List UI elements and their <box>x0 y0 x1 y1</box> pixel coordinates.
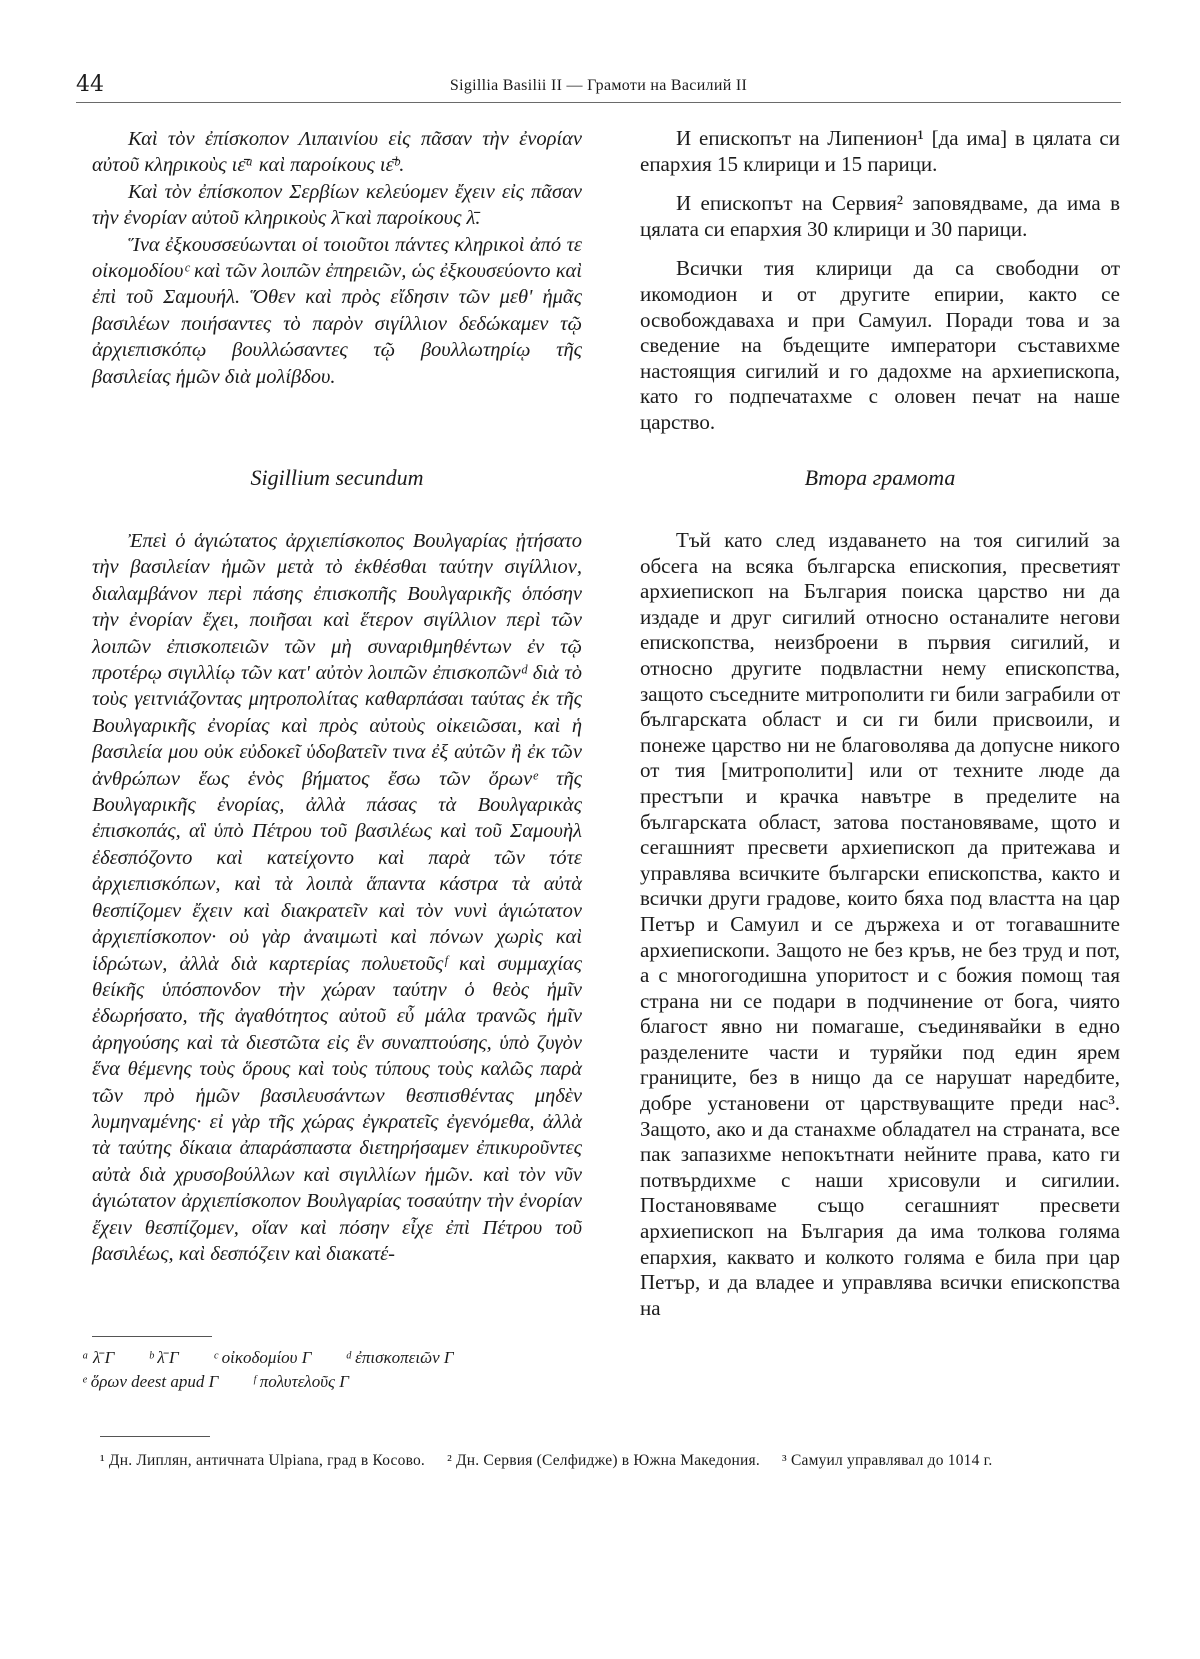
apparatus-note: ᶜ οἰκοδομίου Γ <box>212 1348 312 1367</box>
greek-paragraph: Καὶ τὸν ἐπίσκοπον Λιπαινίου εἰς πᾶσαν τὴν ἐνορίαν αὐτοῦ κληρικοὺς ιε̄ᵃ καὶ παροίκους ιε̄ᵇ. <box>92 128 582 177</box>
bulgarian-section-title: Втора грамота <box>804 465 956 490</box>
footnote-3: ³ Самуил управлявал до 1014 г. <box>782 1452 993 1469</box>
bulgarian-paragraph: И епископът на Сервия² заповядваме, да има в цялата си епархия 30 клирици и 30 парици. <box>640 191 1120 241</box>
bulgarian-paragraph: И епископът на Липенион¹ [да има] в цялата си епархия 15 клирици и 15 парици. <box>640 126 1120 176</box>
apparatus-note: ᶠ πολυτελοῦς Γ <box>252 1372 349 1391</box>
apparatus-note: ᵃ λ̄ Γ <box>82 1348 115 1367</box>
bulgarian-paragraph: Тъй като след издаването на тоя сигилий за обсега на всяка българска епископия, пресветият архиепископ на България поиска царство ни да издаде и друг сигилий относно останалите негови епископства, неизброени в първия сигилий, и относно другите подвластни нему епископства, защото съседните митрополити ги били заграбили от българската област и си ги били присвоили, и понеже царство ни не благоволява да допусне никого от тия [митрополити] или от техните люде да престъпи и крачка навътре в пределите на българската област, затова постановяваме, щото и сегашният пресвети архиепископ да притежава и управлява всичките български епископства, както и всички други градове, които бяха под властта на цар Петър и Самуил и се държеха и от тогавашните архиепископи. Защото не без кръв, не без труд и пот, а с многогодишна упоритост и с божия помощ тая страна ни се подари в подчинение от бога, чиято благост явно ни помагаше, съединявайки в едно разделените части и туряйки под един ярем границите, без в нищо да се нарушат наредбите, добре установени от царствуващите преди нас³. Защото, ако и да станахме обладател на страната, все пак запазихме непокътнати нейните права, като ги потвърдихме с наши хрисовули и сигилии. Постановяваме също сегашният пресвети архиепископ на България да има толкова голяма епархия, каквато и колкото голяма е била при цар Петър, и да владее и управлява всички епископства на <box>640 528 1120 1320</box>
apparatus-note: ᵈ ἐπισκοπειῶν Γ <box>345 1348 454 1367</box>
footnotes <box>100 1450 1130 1472</box>
greek-column-top <box>92 126 582 390</box>
greek-section-title: Sigillium secundum <box>250 465 424 490</box>
page-header <box>76 70 1121 103</box>
footnote-rule <box>100 1436 210 1437</box>
apparatus-note: ᵉ ὅρων deest apud Γ <box>82 1372 219 1391</box>
greek-paragraph: Καὶ τὸν ἐπίσκοπον Σερβίων κελεύομεν ἔχειν εἰς πᾶσαν τὴν ἐνορίαν αὐτοῦ κληρικοὺς λ̄ καὶ παροίκους λ̄. <box>92 180 582 230</box>
apparatus-note: ᵇ λ̄ Γ <box>148 1348 179 1367</box>
running-title: Sigillia Basilii II — Грамоти на Василий II <box>449 77 748 94</box>
page-number: 44 <box>76 72 104 97</box>
greek-paragraph: Ἵνα ἐξκουσσεύωνται οἱ τοιοῦτοι πάντες κληρικοὶ ἀπό τε οἰκομοδίουᶜ καὶ τῶν λοιπῶν ἐπηρειῶν, ὡς ἐξκουσεύοντο καὶ ἐπὶ τοῦ Σαμουήλ. Ὅθεν καὶ πρὸς εἴδησιν τῶν μεθ' ἡμᾶς βασιλέων ποιήσαντες τὸ παρὸν σιγίλλιον δεδώκαμεν τῷ ἀρχιεπισκόπῳ βουλλώσαντες τῷ βουλλωτηρίῳ τῆς βασιλείας ἡμῶν διὰ μολίβδου. <box>92 233 582 388</box>
greek-paragraph: Ἐπεὶ ὁ ἁγιώτατος ἀρχιεπίσκοπος Βουλγαρίας ᾐτήσατο τὴν βασιλείαν ἡμῶν μετὰ τὸ ἐκθέσθαι ταύτην σιγίλλιον, διαλαμβάνον περὶ πάσης ἐπισκοπῆς Βουλγαρικῆς ὁπόσην τὴν ἐνορίαν ἔχει, ποιῆσαι καὶ ἕτερον σιγίλλιον περὶ τῶν λοιπῶν ἐπισκοπειῶν τῶν μὴ συναριθμηθέντων ἐν τῷ προτέρῳ σιγιλλίῳ τῶν κατ' αὐτὸν λοιπῶν ἐπισκοπῶνᵈ διὰ τὸ τοὺς γειτνιάζοντας μητροπολίτας καθαρπάσαι ταύτας ἐκ τῆς Βουλγαρικῆς ἐνορίας καὶ πρὸς αὐτοὺς οἰκειῶσαι, καὶ ἡ βασιλεία μου οὐκ εὐδοκεῖ ὑδοβατεῖν τινα ἐξ αὐτῶν ἢ ἐκ τῶν ἀνθρώπων ἕως ἑνὸς βήματος ἔσω τῶν ὅρωνᵉ τῆς Βουλγαρικῆς ἐνορίας, ἀλλὰ πάσας τὰ Βουλγαρικὰς ἐπισκοπάς, αἳ ὑπὸ Πέτρου τοῦ βασιλέως καὶ τοῦ Σαμουὴλ ἐδεσπόζοντο καὶ κατείχοντο καὶ παρὰ τῶν τότε ἀρχιεπισκόπων, καὶ τὰ λοιπὰ ἅπαντα κάστρα τὰ αὐτὰ θεσπίζομεν ἔχειν καὶ διακρατεῖν καὶ τὸν νυνὶ ἁγιώτατον ἀρχιεπίσκοπον· οὐ γὰρ ἀναιμωτὶ καὶ πόνων χωρὶς καὶ ἱδρώτων, ἀλλὰ διὰ καρτερίας πολυετοῦςᶠ καὶ συμμαχίας θείκῆς ὑπόσπονδον τὴν χώραν ταύτην ὁ θεὸς ἡμῖν ἐδωρήσατο, τῆς ἀγαθότητος αὐτοῦ εὖ μάλα τρανῶς ἡμῖν ἀρηγούσης καὶ τὰ διεστῶτα εἰς ἓν συναπτούσης, ὑπὸ ζυγὸν ἕνα θέμενης τοὺς ὅρους καὶ τοὺς τύπους τοὺς καλῶς παρὰ τῶν πρὸ ἡμῶν βασιλευσάντων θεσπισθέντας μηδὲν λυμηναμένης· εἰ γὰρ τῆς χώρας ἐγκρατεῖς ἐγενόμεθα, ἀλλὰ τὰ ταύτης δίκαια ἀπαράσπαστα διετηρήσαμεν ἐπικυροῦντες αὐτὰ διὰ χρυσοβούλλων καὶ σιγιλλίων ἡμῶν. καὶ τὸν νῦν ἁγιώτατον ἀρχιεπίσκοπον Βουλγαρίας τοσαύτην τὴν ἐνορίαν ἔχειν θεσπίζομεν, οἵαν καὶ πόσην εἶχε ἐπὶ Πέτρου τοῦ βασιλέως, καὶ δεσπόζειν καὶ διακατέ- <box>92 530 582 1265</box>
bulgarian-paragraph: Всички тия клирици да са свободни от икомодион и от другите епирии, както се освобождаваха и при Самуил. Поради това и за сведение на бъдещите императори съставихме настоящия сигилий и го дадохме на архиепископа, като го подпечатахме с оловен печат на наше царство. <box>640 256 1120 434</box>
footnote-2: ² Дн. Сервия (Селфидже) в Южна Македония. <box>447 1452 760 1469</box>
greek-column-second <box>92 528 582 1267</box>
apparatus-row <box>82 1346 602 1370</box>
bulgarian-column-top <box>640 126 1120 436</box>
footnote-1: ¹ Дн. Липлян, античната Ulpiana, град в Косово. <box>100 1452 426 1469</box>
apparatus-rule <box>92 1336 212 1337</box>
critical-apparatus <box>82 1346 602 1394</box>
bulgarian-column-second <box>640 528 1120 1321</box>
apparatus-row <box>82 1370 602 1394</box>
